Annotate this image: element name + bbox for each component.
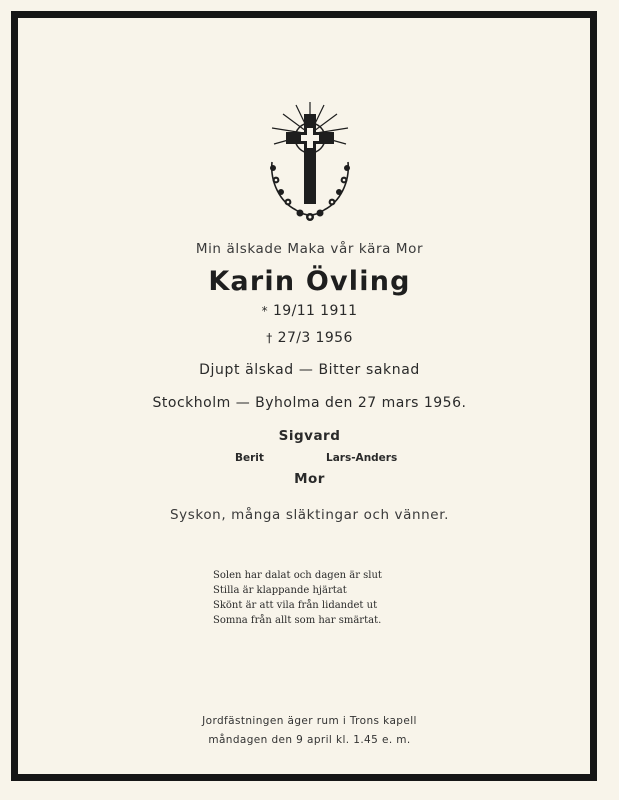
death-date: 27/3 1956 — [277, 330, 353, 346]
poem-line: Skönt är att vila från lidandet ut — [213, 600, 378, 611]
child-name-berit: Berit — [235, 452, 264, 464]
poem-line: Somna från allt som har smärtat. — [213, 615, 382, 626]
funeral-info-line-2: måndagen den 9 april kl. 1.45 e. m. — [208, 734, 411, 746]
birth-symbol: * — [261, 304, 268, 318]
child-name-lars-anders: Lars-Anders — [326, 452, 398, 464]
birth-line — [0, 303, 619, 319]
mother-label: Mor — [294, 471, 325, 487]
intro-line: Min älskade Maka vår kära Mor — [195, 241, 424, 257]
poem — [213, 568, 382, 628]
death-line — [0, 330, 619, 346]
poem-line: Stilla är klappande hjärtat — [213, 585, 347, 596]
poem-line: Solen har dalat och dagen är slut — [213, 570, 382, 581]
relatives-line: Syskon, många släktingar och vänner. — [169, 507, 449, 523]
cross-wreath-icon — [266, 102, 354, 227]
place-date-line: Stockholm — Byholma den 27 mars 1956. — [152, 395, 467, 411]
funeral-info-line-1: Jordfästningen äger rum i Trons kapell — [202, 715, 417, 727]
mourning-line: Djupt älskad — Bitter saknad — [199, 362, 420, 378]
deceased-name: Karin Övling — [208, 266, 411, 297]
birth-date: 19/11 1911 — [272, 303, 358, 319]
husband-name: Sigvard — [278, 428, 341, 444]
death-symbol: † — [266, 331, 273, 345]
